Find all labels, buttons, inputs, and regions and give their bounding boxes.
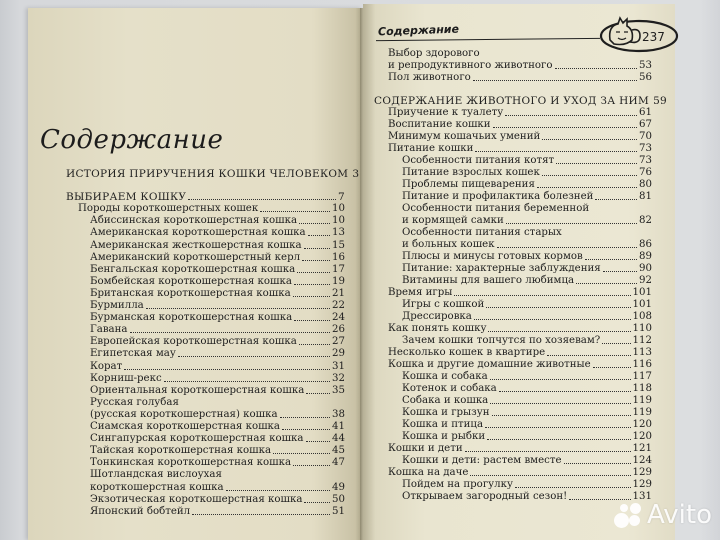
toc-entry [66, 191, 345, 203]
dot-leader [454, 294, 630, 296]
dot-leader [593, 366, 631, 368]
toc-entry [90, 373, 345, 385]
toc-page-number: 119 [632, 407, 652, 418]
toc-page-number: 53 [639, 60, 652, 71]
toc-entry [374, 95, 668, 107]
dot-leader [490, 378, 631, 380]
dot-leader [473, 79, 637, 81]
toc-page-number: 120 [632, 419, 652, 430]
toc-entry [402, 371, 652, 383]
toc-entry [402, 251, 652, 263]
toc-entry [402, 335, 652, 347]
toc-page-number: 76 [639, 167, 652, 178]
toc-page-number: 59 [653, 95, 668, 107]
toc-entry [402, 299, 652, 311]
toc-entry [90, 445, 345, 457]
dot-leader [302, 259, 330, 261]
dot-leader [226, 489, 330, 491]
toc-page-number: 121 [632, 443, 652, 454]
toc-entry-label: Египетская мау [90, 348, 176, 360]
toc-page-number: 89 [639, 251, 652, 262]
toc-entry [402, 263, 652, 275]
toc-title: Содержание [40, 125, 224, 155]
toc-entry-label: Сиамская короткошерстная кошка [90, 421, 280, 432]
toc-entry [388, 347, 652, 359]
toc-entry-label: Открываем загородный сезон! [402, 491, 568, 502]
toc-page-number: 108 [632, 311, 652, 322]
toc-entry-label: Питание: характерные заблуждения [402, 263, 601, 274]
dot-leader [499, 390, 631, 392]
avito-watermark [614, 500, 712, 530]
toc-entry [90, 385, 345, 397]
dot-leader [280, 416, 330, 418]
toc-entry-line1: Шотландская вислоухая [90, 469, 222, 481]
dot-leader [304, 247, 330, 249]
toc-entry [388, 60, 652, 72]
toc-entry-label: Время игры [388, 287, 453, 298]
dot-leader [556, 162, 637, 164]
toc-page-number: 81 [639, 191, 652, 202]
toc-entry-line1: Русская голубая [90, 396, 179, 408]
running-header: Содержание [377, 22, 460, 39]
toc-page-number: 113 [632, 347, 652, 358]
toc-entry-label: Кошка и другие домашние животные [388, 359, 591, 370]
toc-page-number: 24 [332, 312, 345, 324]
dot-leader [273, 452, 330, 454]
toc-page-number: 73 [639, 143, 652, 154]
dot-leader [505, 114, 637, 116]
dot-leader [294, 283, 330, 285]
toc-entry [402, 383, 652, 395]
dot-leader [602, 342, 630, 344]
toc-entry [90, 457, 345, 469]
toc-entry-label: Воспитание кошки [388, 119, 491, 130]
toc-entry-label: Тайская короткошерстная кошка [90, 445, 272, 457]
toc-entry [388, 359, 652, 371]
toc-entry [388, 287, 652, 299]
dot-leader [542, 138, 637, 140]
toc-entry [90, 433, 345, 445]
toc-entry-label: Кошка и птица [402, 419, 484, 430]
toc-entry-label: Пойдем на прогулку [402, 479, 513, 490]
toc-entry [402, 407, 652, 419]
toc-page-number: 80 [639, 179, 652, 190]
toc-entry [388, 119, 652, 131]
toc-entry [402, 167, 652, 179]
toc-page-number: 131 [632, 491, 652, 502]
dot-leader [260, 210, 330, 212]
toc-entry-label: Котенок и собака [402, 383, 497, 394]
toc-entry [90, 348, 345, 360]
toc-entry-label: Сингапурская короткошерстная кошка [90, 433, 304, 445]
page-number: 237 [642, 30, 665, 44]
toc-entry [90, 361, 345, 373]
toc-entry-label: Кошка на даче [388, 467, 469, 478]
toc-page-number: 35 [332, 384, 345, 396]
toc-entry [90, 300, 345, 312]
toc-page-number: 119 [632, 395, 652, 406]
toc-page-number: 61 [639, 107, 652, 118]
dot-leader [474, 318, 631, 320]
toc-entry-label: и репродуктивного животного [388, 60, 553, 71]
dot-leader [537, 186, 637, 188]
toc-entry [90, 240, 345, 252]
dot-leader [564, 462, 631, 464]
toc-page-number: 17 [332, 263, 345, 275]
toc-entry-label: ВЫБИРАЕМ КОШКУ [66, 191, 187, 204]
toc-page-number: 92 [639, 275, 652, 286]
toc-entry-label: Особенности питания котят [402, 155, 555, 166]
dot-leader [178, 355, 330, 357]
toc-entry [90, 409, 345, 421]
toc-entry-label: Как понять кошку [388, 323, 487, 334]
toc-page-number: 44 [332, 433, 345, 445]
dot-leader [282, 428, 330, 430]
toc-entry-label: и больных кошек [402, 239, 495, 250]
toc-page-number: 56 [639, 72, 652, 83]
dot-leader [576, 282, 637, 284]
toc-page-number: 82 [639, 215, 652, 226]
toc-entry-label: Корат [90, 360, 123, 372]
toc-entry [388, 107, 652, 119]
toc-entry [402, 311, 652, 323]
toc-entry [388, 143, 652, 155]
toc-entry-label: Гавана [90, 324, 128, 336]
toc-entry [90, 276, 345, 288]
toc-entry-label: Собака и кошка [402, 395, 489, 406]
toc-entry [402, 179, 652, 191]
toc-entry [388, 131, 652, 143]
toc-page-number: 41 [332, 421, 345, 432]
toc-entry [388, 323, 652, 335]
toc-entry [402, 395, 652, 407]
toc-entry [402, 431, 652, 443]
toc-page-number: 27 [332, 336, 345, 348]
dot-leader [130, 331, 331, 333]
toc-entry [388, 443, 652, 455]
toc-entry-label: Питание и профилактика болезней [402, 191, 594, 202]
toc-page-number: 120 [632, 431, 652, 442]
dot-leader [493, 126, 637, 128]
toc-page-number: 116 [632, 359, 652, 370]
toc-page-number: 112 [632, 335, 652, 346]
toc-entry [90, 288, 345, 300]
toc-entry-label: Витамины для вашего любимца [402, 275, 575, 286]
dot-leader [475, 150, 637, 152]
dot-leader [515, 486, 631, 488]
dot-leader [299, 222, 330, 224]
toc-entry-label: Американская короткошерстная кошка [90, 227, 306, 239]
toc-page-number: 118 [632, 383, 652, 394]
toc-page-number: 22 [332, 300, 345, 311]
toc-page-number: 129 [632, 467, 652, 478]
toc-entry-label: ИСТОРИЯ ПРИРУЧЕНИЯ КОШКИ ЧЕЛОВЕКОМ [66, 168, 349, 180]
dot-leader [306, 440, 331, 442]
dot-leader [297, 271, 330, 273]
toc-entry [90, 482, 345, 494]
dot-leader [506, 222, 637, 224]
toc-entry-label: Бомбейская короткошерстная кошка [90, 275, 292, 287]
toc-page-number: 31 [332, 360, 345, 372]
toc-entry-label: Тонкинская короткошерстная кошка [90, 457, 292, 469]
toc-page-number: 50 [332, 493, 345, 505]
dot-leader [304, 501, 330, 503]
toc-entry [402, 155, 652, 167]
toc-page-number: 10 [332, 203, 345, 215]
toc-page-number: 26 [332, 324, 345, 336]
toc-entry-label: Питание взрослых кошек [402, 167, 540, 178]
toc-page-number: 45 [332, 445, 345, 457]
toc-page-number: 124 [632, 455, 652, 466]
toc-page-number: 129 [632, 479, 652, 490]
toc-entry-label: Приучение к туалету [388, 107, 504, 118]
dot-leader [306, 392, 330, 394]
toc-entry [90, 506, 345, 518]
toc-entry [90, 215, 345, 227]
toc-entry-label: Пол животного [388, 72, 471, 83]
toc-page-number: 101 [632, 299, 652, 310]
dot-leader [294, 319, 330, 321]
toc-entry-label: Абиссинская короткошерстная кошка [90, 215, 298, 227]
toc-entry-label: Американский короткошерстный керл [90, 251, 301, 263]
toc-entry-label: Японский бобтейл [90, 505, 191, 517]
cat-emblem-icon [596, 14, 682, 54]
toc-page-number: 16 [332, 251, 345, 263]
dot-leader [487, 438, 630, 440]
toc-entry-label: Кошка и грызун [402, 407, 490, 418]
dot-leader [192, 513, 330, 515]
dot-leader [299, 343, 330, 345]
toc-entry [90, 312, 345, 324]
toc-page-number: 3 [352, 168, 360, 180]
toc-entry [402, 215, 652, 227]
toc-entry-label: Европейская короткошерстная кошка [90, 336, 297, 348]
dot-leader [595, 198, 637, 200]
toc-page-number: 29 [332, 348, 345, 360]
toc-entry [90, 264, 345, 276]
dot-leader [490, 402, 630, 404]
dot-leader [542, 174, 637, 176]
toc-entry-line1: Выбор здорового [388, 48, 480, 59]
dot-leader [293, 295, 330, 297]
toc-entry-label: и кормящей самки [402, 215, 504, 226]
toc-page-number: 90 [639, 263, 652, 274]
toc-page-number: 19 [332, 275, 345, 287]
toc-entry [90, 336, 345, 348]
toc-entry-label: Плюсы и минусы готовых кормов [402, 251, 583, 262]
toc-entry [388, 72, 652, 84]
toc-entry-label: Экзотическая короткошерстная кошка [90, 493, 303, 505]
toc-entry-label: Питание кошки [388, 143, 474, 154]
toc-page-number: 15 [332, 239, 345, 251]
toc-page-number: 70 [639, 131, 652, 142]
avito-logo-icon [614, 501, 644, 529]
toc-entry [402, 455, 652, 467]
toc-entry [66, 168, 360, 180]
toc-entry-label: Американская жесткошерстная кошка [90, 239, 302, 251]
dot-leader [293, 464, 330, 466]
toc-entry-line1: Особенности питания старых [402, 227, 562, 238]
toc-entry [90, 324, 345, 336]
toc-entry [402, 239, 652, 251]
toc-page-number: 21 [332, 287, 345, 299]
dot-leader [308, 234, 330, 236]
dot-leader [486, 306, 630, 308]
toc-entry-label: Бурмилла [90, 300, 144, 311]
toc-entry [78, 203, 345, 215]
dot-leader [188, 198, 336, 200]
toc-page-number: 32 [332, 372, 345, 384]
toc-entry-label: Кошки и дети [388, 443, 463, 454]
toc-entry [90, 227, 345, 239]
toc-page-number: 51 [332, 505, 345, 517]
toc-page-number: 13 [332, 227, 345, 239]
toc-entry-label: Проблемы пищеварения [402, 179, 535, 190]
toc-page-number: 10 [332, 215, 345, 227]
dot-leader [470, 474, 630, 476]
dot-leader [555, 67, 638, 69]
toc-entry-label: Несколько кошек в квартире [388, 347, 546, 358]
dot-leader [585, 258, 637, 260]
toc-entry [388, 467, 652, 479]
toc-entry-label: Бенгальская короткошерстная кошка [90, 263, 296, 275]
toc-entry-label: Дрессировка [402, 311, 472, 322]
toc-page-number: 86 [639, 239, 652, 250]
toc-entry-label: Британская короткошерстная кошка [90, 287, 291, 299]
toc-entry-label: Кошка и рыбки [402, 431, 486, 442]
toc-entry-label: Бурманская короткошерстная кошка [90, 312, 293, 324]
dot-leader [488, 330, 630, 332]
toc-entry-label: Ориентальная короткошерстная кошка [90, 384, 305, 396]
toc-page-number: 49 [332, 481, 345, 493]
toc-page-number: 101 [632, 287, 652, 298]
toc-entry-label: Кошки и дети: растем вместе [402, 455, 562, 466]
toc-entry-line1: Особенности питания беременной [402, 203, 590, 214]
toc-entry-label: короткошерстная кошка [90, 481, 224, 493]
dot-leader [485, 426, 631, 428]
toc-entry-label: Кошка и собака [402, 371, 488, 382]
toc-page-number: 47 [332, 457, 345, 469]
toc-entry [402, 419, 652, 431]
toc-entry [90, 421, 345, 433]
toc-page-number: 110 [632, 323, 652, 334]
toc-entry-label: Породы короткошерстных кошек [78, 203, 259, 215]
toc-entry [90, 252, 345, 264]
dot-leader [465, 450, 631, 452]
toc-page-number: 7 [338, 191, 345, 204]
toc-entry-label: Корниш-рекс [90, 372, 162, 384]
toc-page-number: 38 [332, 408, 345, 420]
toc-page-number: 67 [639, 119, 652, 130]
toc-page-number: 73 [639, 155, 652, 166]
dot-leader [547, 354, 630, 356]
dot-leader [603, 270, 637, 272]
dot-leader [146, 307, 330, 309]
toc-entry-label: (русская короткошерстная) кошка [90, 408, 278, 420]
toc-entry [402, 191, 652, 203]
toc-entry-label: Зачем кошки топчутся по хозяевам? [402, 335, 601, 346]
toc-entry-label: СОДЕРЖАНИЕ ЖИВОТНОГО И УХОД ЗА НИМ [374, 95, 650, 107]
toc-page-number: 117 [632, 371, 652, 382]
toc-entry-label: Минимум кошачьих умений [388, 131, 541, 142]
toc-entry-label: Игры с кошкой [402, 299, 485, 310]
dot-leader [492, 414, 631, 416]
dot-leader [164, 380, 330, 382]
toc-entry [402, 275, 652, 287]
dot-leader [124, 368, 330, 370]
avito-text: Avito [647, 500, 712, 530]
toc-entry [402, 479, 652, 491]
dot-leader [497, 246, 637, 248]
toc-entry [90, 494, 345, 506]
